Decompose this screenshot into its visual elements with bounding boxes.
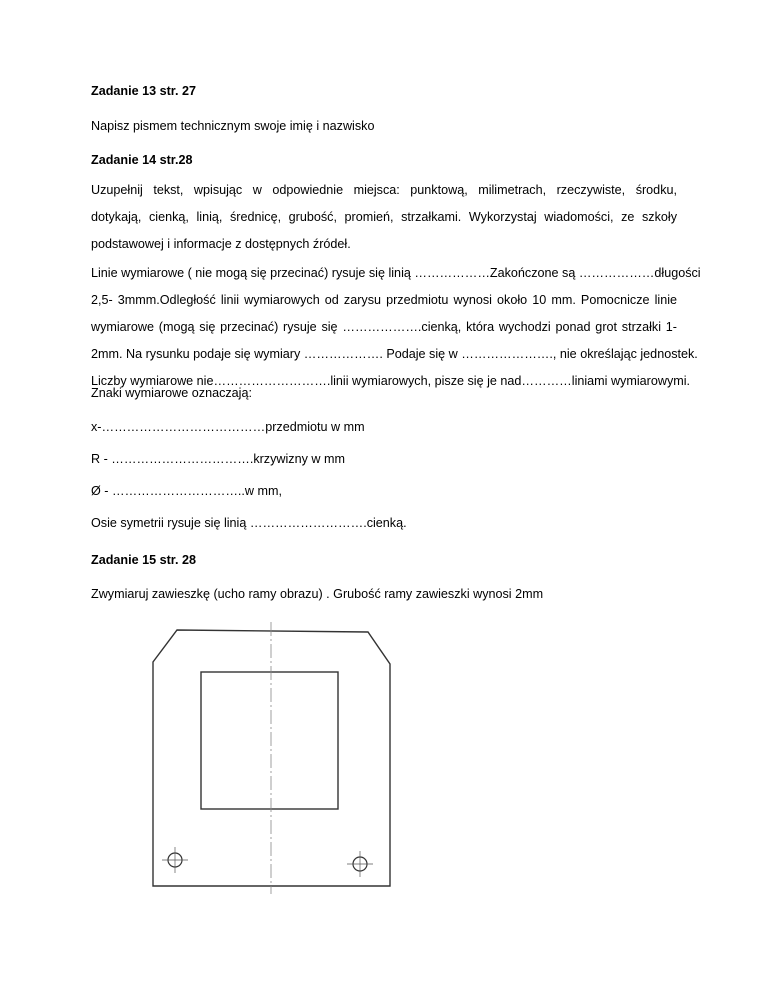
symmetry-line: Osie symetrii rysuje się linią ……………………….cienką. [91, 516, 407, 530]
task13-instruction: Napisz pismem technicznym swoje imię i nazwisko [91, 119, 375, 133]
task14-body-line: 2mm. Na rysunku podaje się wymiary ………………. Podaje się w …………………., nie określając jednostek. [91, 347, 698, 361]
task15-instruction: Zwymiaruj zawieszkę (ucho ramy obrazu) . Grubość ramy zawieszki wynosi 2mm [91, 587, 544, 601]
sign-x-line: x-…………………………………przedmiotu w mm [91, 420, 365, 434]
signs-label: Znaki wymiarowe oznaczają: [91, 386, 252, 400]
sign-r-line: R - …………………………….krzywizny w mm [91, 452, 345, 466]
task14-body-line: Liczby wymiarowe nie……………………….linii wymiarowych, pisze się je nad…………liniami wymiarowymi. [91, 374, 691, 388]
hanger-outline [153, 630, 390, 886]
task14-body-line: Linie wymiarowe ( nie mogą się przecinać) rysuje się linią ………………Zakończone są ………………długości [91, 266, 701, 280]
task14-body-line: 2,5- 3mmm.Odległość linii wymiarowych od zarysu przedmiotu wynosi około 10 mm. Pomocnicze linie [91, 293, 677, 307]
task14-heading: Zadanie 14 str.28 [91, 153, 193, 167]
hanger-window [201, 672, 338, 809]
task15-heading: Zadanie 15 str. 28 [91, 553, 197, 567]
task14-intro [91, 177, 677, 258]
sign-diameter-line: Ø - …………………………..w mm, [91, 484, 282, 498]
left-hole [162, 847, 188, 873]
task13-heading: Zadanie 13 str. 27 [91, 84, 197, 98]
task14-body-line: wymiarowe (mogą się przecinać) rysuje się ……………….cienką, która wychodzi ponad grot strzałki 1- [91, 320, 677, 334]
task14-body [91, 260, 701, 395]
hanger-drawing [140, 618, 400, 898]
task14-intro-line: Uzupełnij tekst, wpisując w odpowiednie miejsca: punktową, milimetrach, rzeczywiste, środku, [91, 183, 677, 197]
task14-intro-line: podstawowej i informacje z dostępnych źródeł. [91, 237, 351, 251]
task14-intro-line: dotykają, cienką, linią, średnicę, grubość, promień, strzałkami. Wykorzystaj wiadomości, ze szkoły [91, 210, 677, 224]
right-hole [347, 851, 373, 877]
